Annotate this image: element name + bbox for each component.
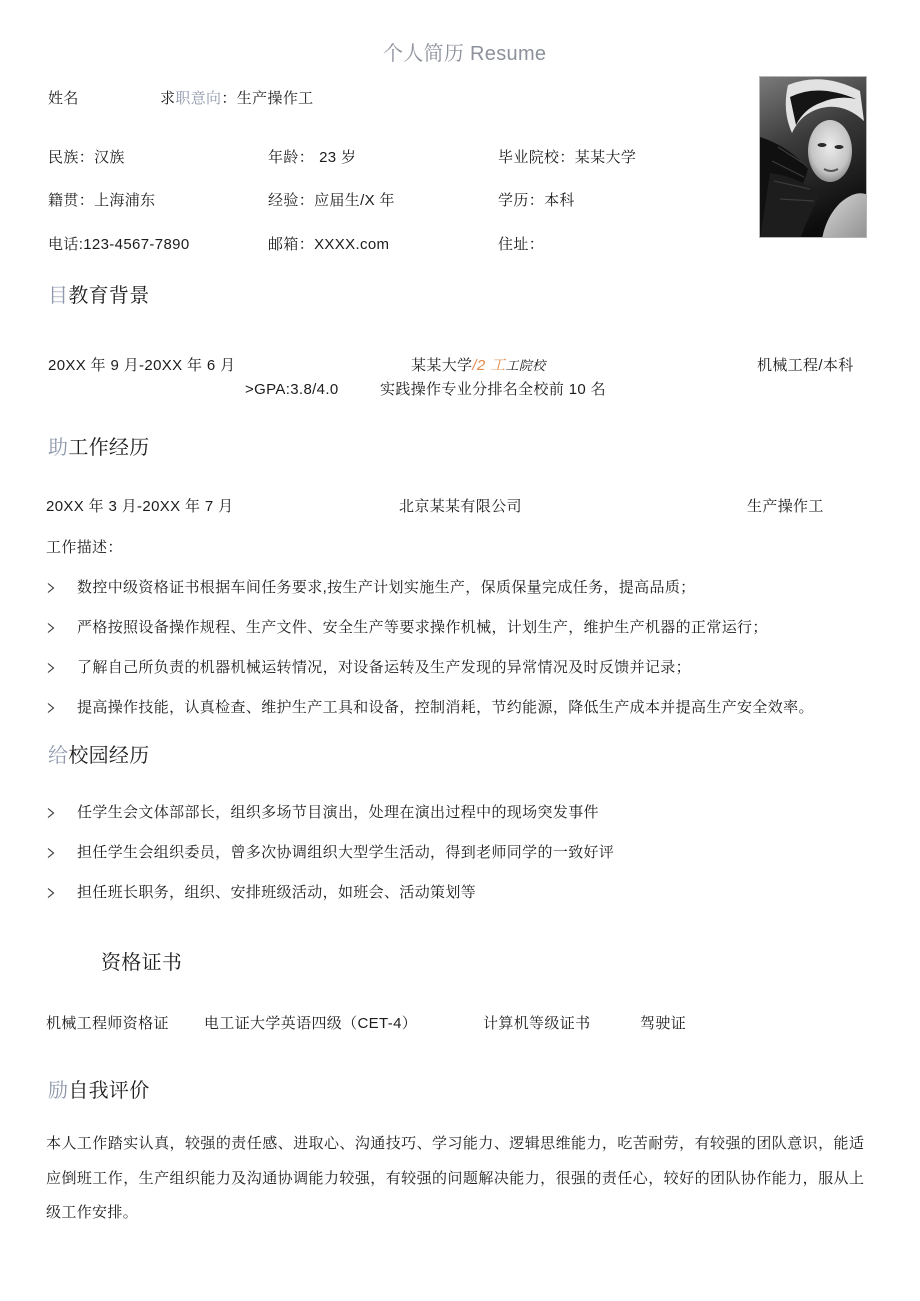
work-section-marker: 助 <box>48 437 69 459</box>
chevron-right-icon <box>46 582 56 594</box>
education-period: 20XX 年 9 月-20XX 年 6 月 <box>48 357 236 374</box>
self-evaluation-section-header <box>48 1078 150 1104</box>
education-rank: 实践操作专业分排名全校前 10 名 <box>380 381 606 398</box>
age-value: 23 岁 <box>319 149 357 166</box>
work-section-title: 工作经历 <box>68 437 150 459</box>
address-label: 住址： <box>498 236 545 253</box>
work-description-item: 提高操作技能，认真检查、维护生产工具和设备，控制消耗，节约能源，降低生产成本并提高生产安全效率。 <box>77 699 814 716</box>
job-intention-highlight: 职意向 <box>175 90 222 107</box>
education-school-name: 某某大学 <box>411 357 473 374</box>
education-school-mark: /2 工 <box>472 357 506 374</box>
work-role: 生产操作工 <box>747 498 824 515</box>
chevron-right-icon <box>46 887 56 899</box>
work-description-item: 严格按照设备操作规程、生产文件、安全生产等要求操作机械，计划生产，维护生产机器的正常运行； <box>77 619 768 636</box>
school-value: 某某大学 <box>574 149 637 166</box>
self-evaluation-line: 级工作安排。 <box>46 1204 139 1221</box>
hometown-label: 籍贯： <box>48 192 95 209</box>
hometown-value: 上海浦东 <box>94 192 156 209</box>
ethnicity-label: 民族： <box>48 149 95 166</box>
chevron-right-icon <box>46 622 56 634</box>
certificate-item: 驾驶证 <box>640 1015 687 1032</box>
education-school <box>411 356 546 376</box>
certificates-section-title: 资格证书 <box>101 952 183 974</box>
chevron-right-icon <box>46 847 56 859</box>
degree-field <box>498 191 575 211</box>
chevron-right-icon <box>46 702 56 714</box>
education-section-marker: 目 <box>48 285 69 307</box>
page-title: 个人简历 Resume <box>383 43 547 65</box>
self-evaluation-section-marker: 励 <box>48 1080 69 1102</box>
campus-item: 担任班长职务，组织、安排班级活动，如班会、活动策划等 <box>77 884 477 901</box>
self-evaluation-line: 本人工作踏实认真，较强的责任感、进取心、沟通技巧、学习能力、逻辑思维能力，吃苦耐劳，有较强的团队意识，能适 <box>46 1135 864 1152</box>
campus-item: 任学生会文体部部长，组织多场节目演出，处理在演出过程中的现场突发事件 <box>77 804 599 821</box>
email-field <box>268 235 389 255</box>
ethnicity-field <box>48 148 125 168</box>
degree-value: 本科 <box>544 192 575 209</box>
age-label: 年龄： <box>268 149 315 166</box>
job-intention <box>160 89 314 109</box>
job-intention-value: ：生产操作工 <box>221 90 314 107</box>
certificate-item: 电工证大学英语四级（CET-4） <box>204 1015 418 1032</box>
campus-section-title: 校园经历 <box>68 745 150 767</box>
email-label: 邮箱： <box>268 236 315 253</box>
degree-label: 学历： <box>498 192 545 209</box>
work-description-item: 了解自己所负责的机器机械运转情况，对设备运转及生产发现的异常情况及时反馈并记录； <box>77 659 692 676</box>
self-evaluation-section-title: 自我评价 <box>68 1080 150 1102</box>
profile-photo <box>759 76 867 238</box>
self-evaluation-line: 应倒班工作，生产组织能力及沟通协调能力较强，有较强的问题解决能力，很强的责任心，较好的团队协作能力，服从上 <box>46 1170 864 1187</box>
ethnicity-value: 汉族 <box>94 149 125 166</box>
school-field <box>498 148 636 168</box>
chevron-right-icon <box>46 662 56 674</box>
work-description-label: 工作描述： <box>46 539 123 556</box>
phone-field <box>48 235 190 255</box>
hometown-field <box>48 191 155 211</box>
certificate-item: 计算机等级证书 <box>483 1015 591 1032</box>
work-company: 北京某某有限公司 <box>399 498 522 515</box>
address-field <box>498 235 544 255</box>
job-intention-prefix: 求 <box>160 90 176 107</box>
photo-eye-left <box>818 143 827 147</box>
email-value: XXXX.com <box>314 236 390 253</box>
name-label: 姓名 <box>48 90 79 107</box>
age-field <box>268 148 356 168</box>
profile-photo-image <box>760 77 867 238</box>
phone-label: 电话: <box>48 236 84 253</box>
experience-value: 应届生/X 年 <box>314 192 395 209</box>
campus-section-marker: 给 <box>48 745 69 767</box>
work-period: 20XX 年 3 月-20XX 年 7 月 <box>46 498 234 515</box>
photo-eye-right <box>835 145 844 149</box>
education-section-title: 教育背景 <box>68 285 150 307</box>
experience-label: 经验： <box>268 192 315 209</box>
photo-face <box>808 120 852 182</box>
certificate-item: 机械工程师资格证 <box>46 1015 169 1032</box>
education-school-type: 工院校 <box>505 358 546 373</box>
work-section-header <box>48 435 150 461</box>
chevron-right-icon <box>46 807 56 819</box>
education-gpa: >GPA:3.8/4.0 <box>245 381 339 398</box>
phone-value: 123-4567-7890 <box>83 236 190 253</box>
work-description-item: 数控中级资格证书根据车间任务要求,按生产计划实施生产，保质保量完成任务，提高品质； <box>77 579 696 596</box>
experience-field <box>268 191 395 211</box>
campus-item: 担任学生会组织委员，曾多次协调组织大型学生活动，得到老师同学的一致好评 <box>77 844 615 861</box>
education-major: 机械工程/本科 <box>757 357 854 374</box>
school-label: 毕业院校： <box>498 149 575 166</box>
education-section-header <box>48 283 150 309</box>
campus-section-header <box>48 743 150 769</box>
